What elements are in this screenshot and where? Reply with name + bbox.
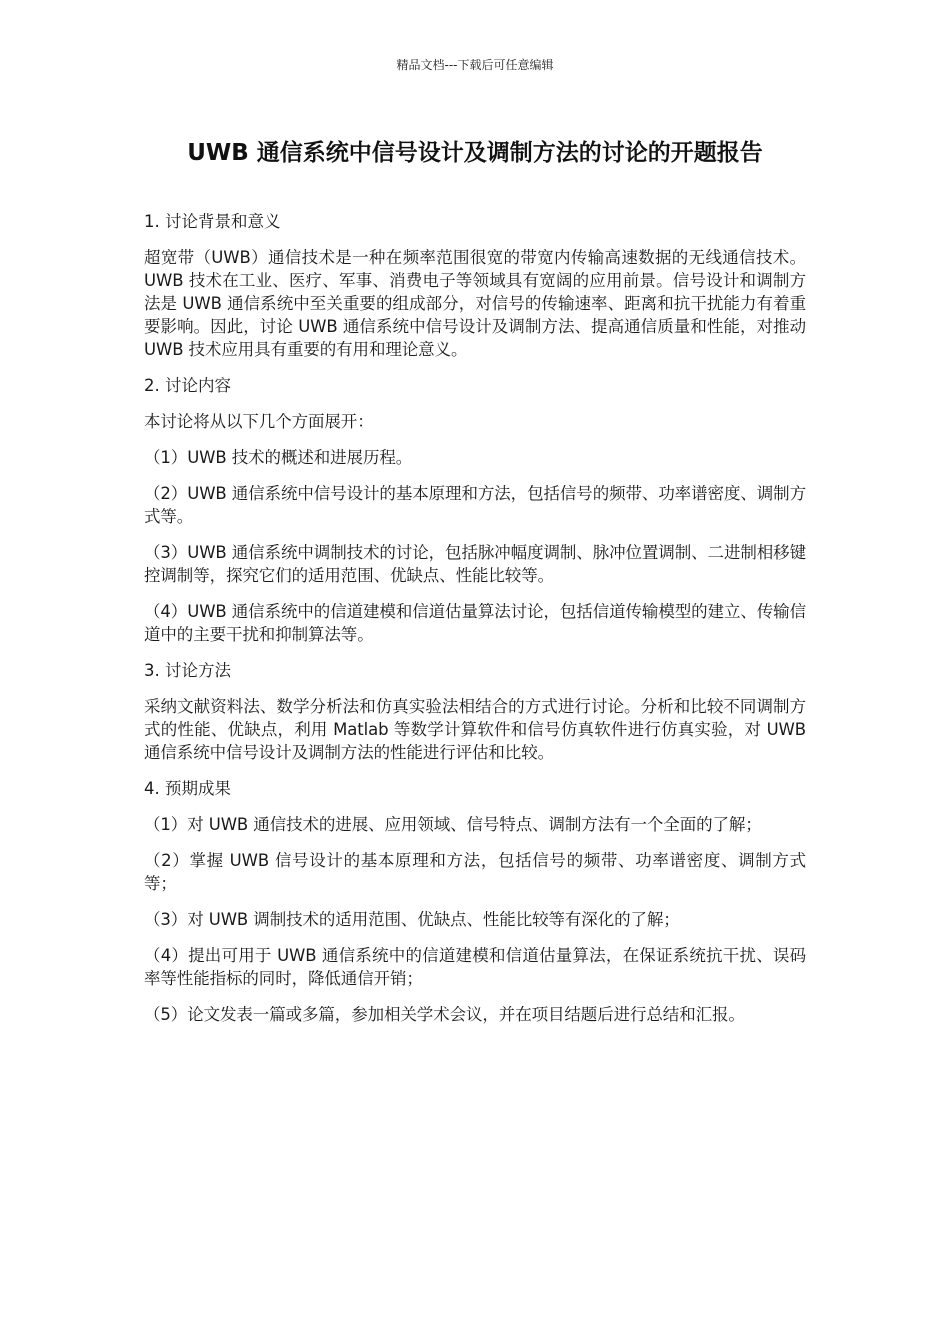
section-content xyxy=(144,374,806,646)
list-item: （5）论文发表一篇或多篇，参加相关学术会议，并在项目结题后进行总结和汇报。 xyxy=(144,1005,745,1024)
list-item: （2）UWB 通信系统中信号设计的基本原理和方法，包括信号的频带、功率谱密度、调制方式等。 xyxy=(144,484,806,526)
list-item: （1）UWB 技术的概述和进展历程。 xyxy=(144,448,413,467)
section-heading: 2. 讨论内容 xyxy=(144,376,231,395)
section-heading: 4. 预期成果 xyxy=(144,779,231,798)
document-title: UWB 通信系统中信号设计及调制方法的讨论的开题报告 xyxy=(187,140,763,166)
section-heading: 3. 讨论方法 xyxy=(144,661,231,680)
section-method xyxy=(144,659,806,764)
section-expected-results xyxy=(144,777,806,1026)
list-item: （4）UWB 通信系统中的信道建模和信道估量算法讨论，包括信道传输模型的建立、传输信道中的主要干扰和抑制算法等。 xyxy=(144,602,806,644)
page-header: 精品文档---下载后可任意编辑 xyxy=(396,58,554,72)
paragraph: 本讨论将从以下几个方面展开： xyxy=(144,412,374,431)
list-item: （3）对 UWB 调制技术的适用范围、优缺点、性能比较等有深化的了解； xyxy=(144,910,680,929)
section-heading: 1. 讨论背景和意义 xyxy=(144,212,281,231)
list-item: （1）对 UWB 通信技术的进展、应用领域、信号特点、调制方法有一个全面的了解； xyxy=(144,815,762,834)
section-background xyxy=(144,210,806,361)
list-item: （4）提出可用于 UWB 通信系统中的信道建模和信道估量算法，在保证系统抗干扰、误码率等性能指标的同时，降低通信开销； xyxy=(144,946,806,988)
paragraph: 超宽带（UWB）通信技术是一种在频率范围很宽的带宽内传输高速数据的无线通信技术。UWB 技术在工业、医疗、军事、消费电子等领域具有宽阔的应用前景。信号设计和调制方法是 UWB 通信系统中至关重要的组成部分，对信号的传输速率、距离和抗干扰能力有着重要影响。因此，讨论 UWB 通信系统中信号设计及调制方法、提高通信质量和性能，对推动 UWB 技术应用具有重要的有用和理论意义。 xyxy=(144,248,806,359)
list-item: （2）掌握 UWB 信号设计的基本原理和方法，包括信号的频带、功率谱密度、调制方式等； xyxy=(144,851,806,893)
list-item: （3）UWB 通信系统中调制技术的讨论，包括脉冲幅度调制、脉冲位置调制、二进制相移键控调制等，探究它们的适用范围、优缺点、性能比较等。 xyxy=(144,543,806,585)
paragraph: 采纳文献资料法、数学分析法和仿真实验法相结合的方式进行讨论。分析和比较不同调制方式的性能、优缺点，利用 Matlab 等数学计算软件和信号仿真软件进行仿真实验，对 UWB 通信系统中信号设计及调制方法的性能进行评估和比较。 xyxy=(144,697,806,762)
document-body xyxy=(144,210,806,1039)
